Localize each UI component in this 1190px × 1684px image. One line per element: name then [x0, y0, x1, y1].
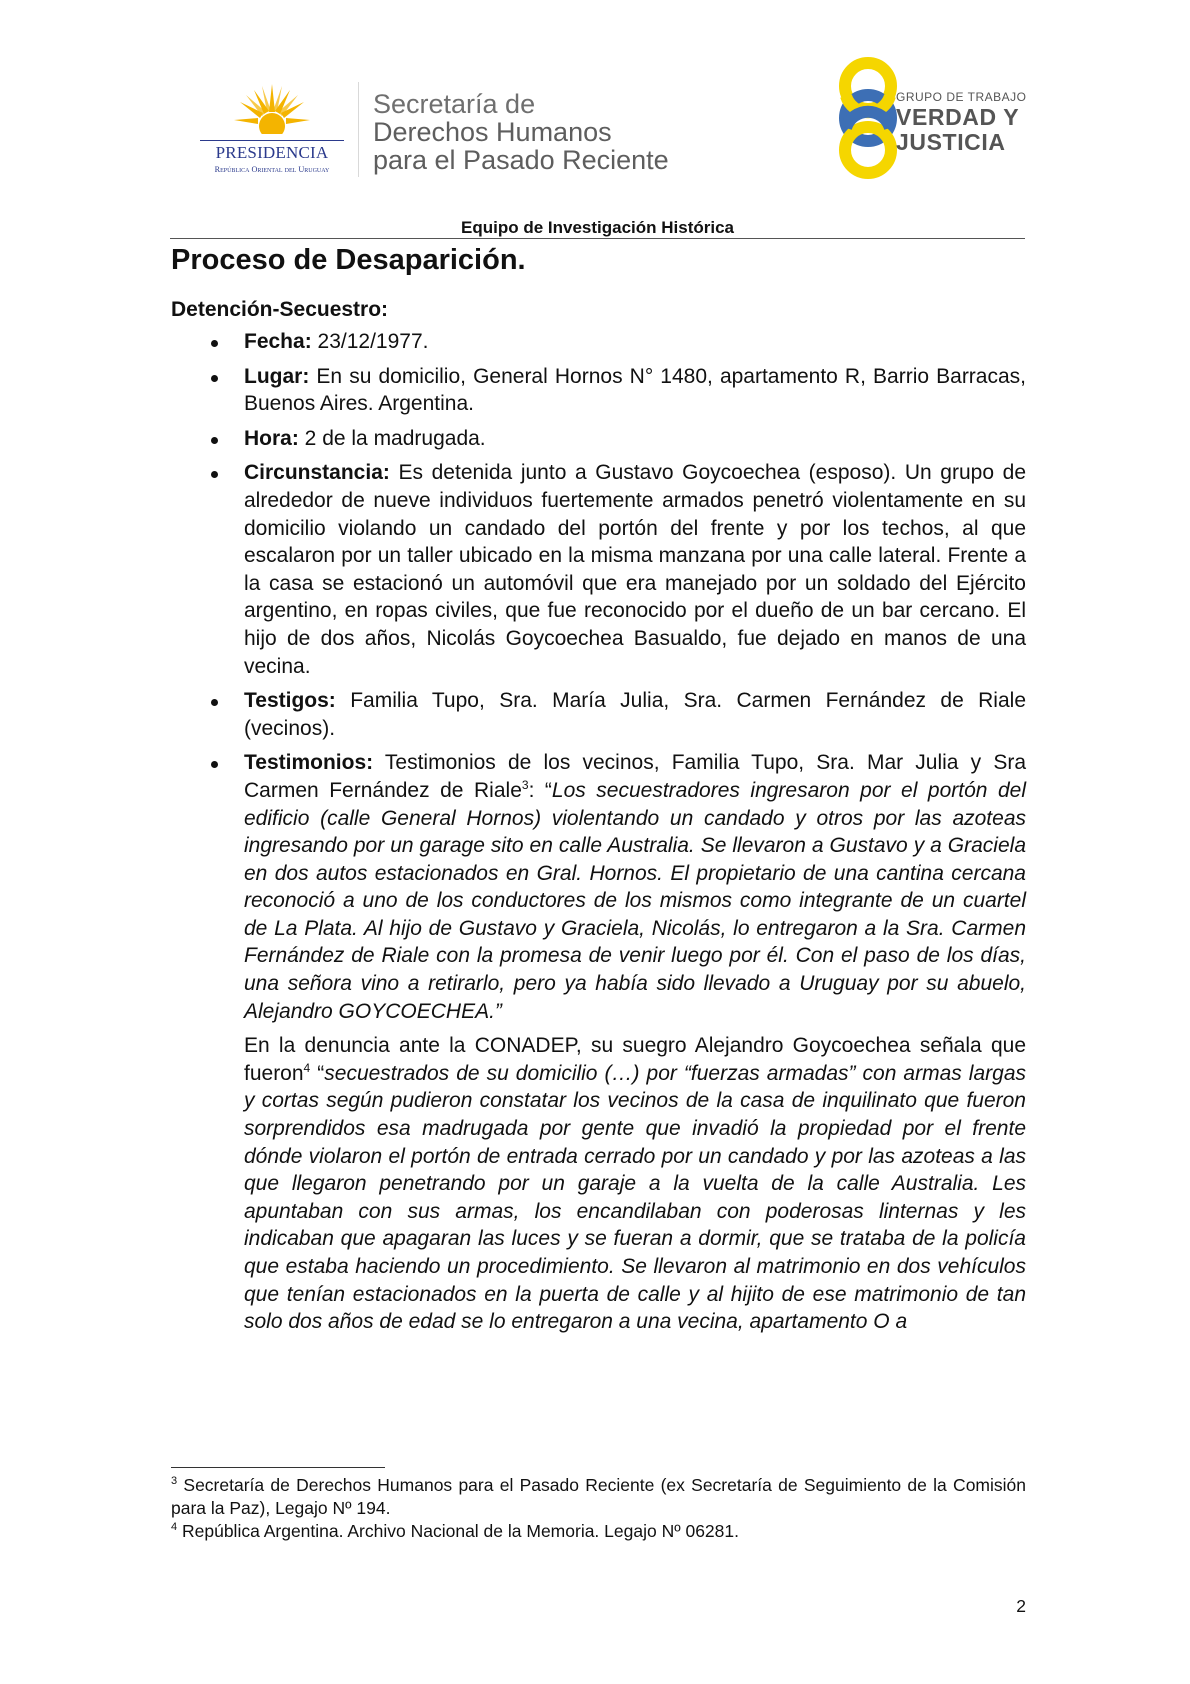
bullet-icon — [211, 437, 218, 444]
footnote-text: Secretaría de Derechos Humanos para el Pasado Reciente (ex Secretaría de Seguimiento de la Comisión para la Paz), Legajo Nº 194. — [171, 1475, 1026, 1518]
footnote-rule — [171, 1467, 385, 1468]
item-text: 23/12/1977. — [311, 330, 429, 353]
sun-icon — [234, 82, 310, 138]
footnote-ref[interactable]: 4 — [303, 1060, 311, 1075]
item-text: Es detenida junto a Gustavo Goycoechea (esposo). Un grupo de alrededor de nueve individuos fuertemente armados penetró violentamente en su domicilio violando un candado del portón del frente y por los techos, al que escalaron por un taller ubicado en la misma manzana por una calle lateral. Frente a la casa se estacionó un automóvil que era manejado por un soldado del Ejército argentino, en ropas civiles, que fue reconocido por el dueño de un bar cercano. El hijo de dos años, Nicolás Goycoechea Basualdo, fue dejado en manos de una vecina. — [244, 461, 1026, 678]
item-label: Testigos: — [244, 689, 336, 713]
quote-open: “ — [310, 1061, 325, 1085]
bullet-icon — [211, 471, 218, 478]
page-header — [0, 52, 1190, 182]
testimony-quote: Los secuestradores ingresaron por el portón del edificio (calle General Hornos) violentando un candado y otros por las azoteas ingresando por un garage sito en calle Australia. Se llevaron a Gustavo y a Graciela en dos autos estacionados en Gral. Hornos. El propietario de una cantina cercana reconoció a uno de los conductores de los mismos como integrante de un cuartel de La Plata. Al hijo de Gustavo y Graciela, Nicolás, lo entregaron a la Sra. Carmen Fernández de Riale con la promesa de venir luego por él. Con el paso de los días, una señora vino a retirarlo, pero ya había sido llevado a Uruguay por su abuelo, Alejandro GOYCOECHEA.” — [244, 778, 1026, 1023]
presidencia-name: PRESIDENCIA — [215, 143, 329, 162]
footnote-number: 4 — [171, 1521, 178, 1533]
footnote-4 — [171, 1520, 1026, 1543]
list-item-circunstancia — [171, 459, 1026, 680]
footnote-ref[interactable]: 3 — [521, 777, 529, 792]
footnotes — [171, 1474, 1026, 1543]
secretaria-title — [373, 90, 669, 174]
item-label: Testimonios: — [244, 751, 374, 775]
item-label: Circunstancia: — [244, 461, 390, 485]
list-item-fecha — [171, 328, 1026, 356]
grupo-trabajo-label: GRUPO DE TRABAJO — [896, 90, 1027, 104]
item-label: Fecha: — [244, 330, 312, 353]
conadep-intro: En la denuncia ante la CONADEP, su suegro Alejandro Goycoechea señala que fueron — [244, 1034, 1026, 1085]
item-label: Lugar: — [244, 364, 310, 388]
republica-name: República Oriental del Uruguay — [214, 165, 330, 174]
footnote-3 — [171, 1474, 1026, 1520]
page-title: Proceso de Desaparición. — [171, 244, 526, 276]
footnote-text: República Argentina. Archivo Nacional de la Memoria. Legajo Nº 06281. — [177, 1521, 739, 1541]
conadep-paragraph — [171, 1032, 1026, 1336]
justicia-label: JUSTICIA — [896, 129, 1006, 155]
section-heading: Detención-Secuestro: — [171, 298, 389, 321]
list-item-lugar — [171, 363, 1026, 418]
bullet-icon — [211, 761, 218, 768]
item-label: Hora: — [244, 426, 299, 450]
detail-list — [171, 328, 1026, 1025]
list-item-testigos — [171, 687, 1026, 742]
secretaria-line-2: Derechos Humanos — [373, 117, 612, 147]
bullet-icon — [211, 340, 218, 347]
item-text: Familia Tupo, Sra. María Julia, Sra. Carmen Fernández de Riale (vecinos). — [244, 689, 1026, 740]
bullet-icon — [211, 375, 218, 382]
footnote-number: 3 — [171, 1475, 178, 1487]
list-item-testimonios — [171, 749, 1026, 1025]
list-item-hora — [171, 425, 1026, 453]
document-body — [171, 238, 1026, 1336]
presidencia-logo — [196, 82, 348, 182]
item-text: En su domicilio, General Hornos N° 1480, apartamento R, Barrio Barracas, Buenos Aires. Argentina. — [244, 364, 1026, 416]
item-text: 2 de la madrugada. — [298, 426, 486, 450]
conadep-quote: secuestrados de su domicilio (…) por “fuerzas armadas” con armas largas y cortas según pudieron constatar los vecinos de la casa de inquilinato que fueron sorprendidos esa madrugada por gente que invadió la propiedad por el frente dónde violaron el portón de entrada cerrado por un candado y por las azoteas a las que llegaron penetrando por un garaje a la vuelta de la calle Australia. Les apuntaban con sus armas, los encandilaban con poderosas linternas y les indicaban que apagaran las luces y se fueran a dormir, que se trataba de la policía que estaba haciendo un procedimiento. Se llevaron al matrimonio en dos vehículos que tenían estacionados en la puerta de calle y al hijito de ese matrimonio de tan solo dos años de edad se lo entregaron a una vecina, apartamento O a — [244, 1061, 1026, 1334]
presidencia-rule — [200, 140, 344, 141]
quote-open: : “ — [528, 778, 552, 802]
logo-divider — [358, 82, 359, 177]
running-head: Equipo de Investigación Histórica — [461, 218, 734, 237]
verdad-label: VERDAD Y — [896, 104, 1020, 130]
page-number: 2 — [1016, 1596, 1026, 1616]
bullet-icon — [211, 699, 218, 706]
secretaria-line-3: para el Pasado Reciente — [373, 145, 669, 175]
item-text: Testimonios de los vecinos, Familia Tupo, Sra. Mar Julia y Sra Carmen Fernández de Riale — [244, 751, 1026, 802]
secretaria-line-1: Secretaría de — [373, 89, 536, 119]
